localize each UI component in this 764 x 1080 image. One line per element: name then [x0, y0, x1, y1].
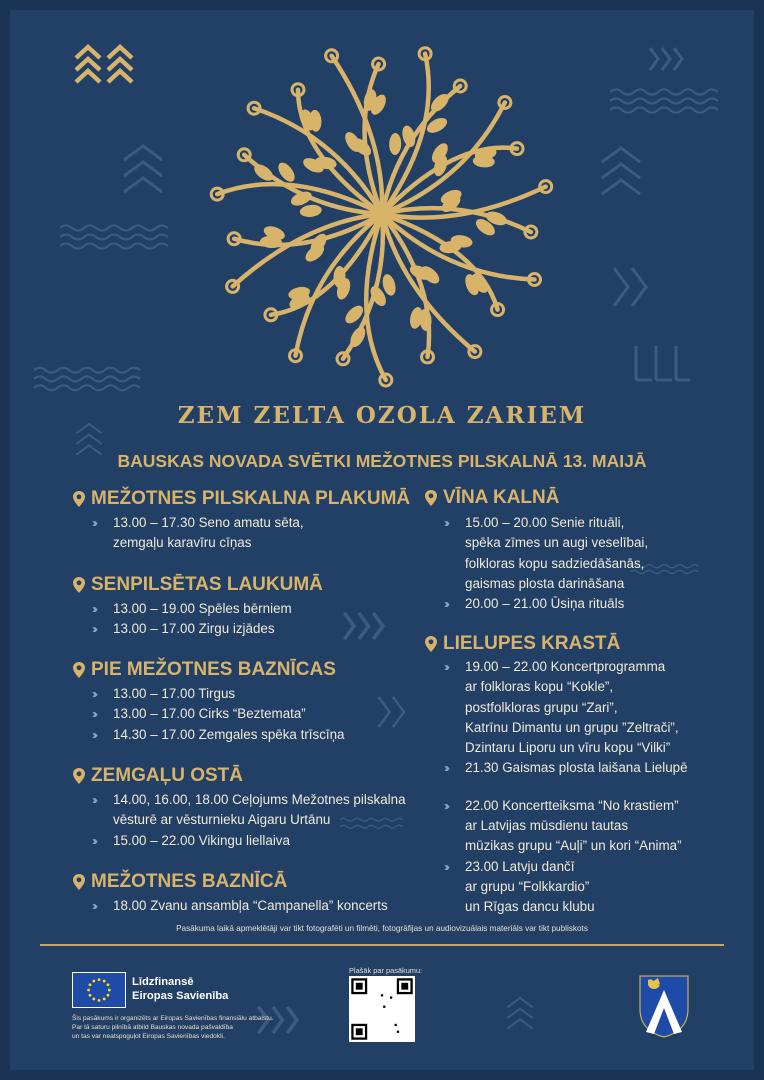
eu-note-line: Par tā saturu pilnībā atbild Bauskas novada pašvaldība [72, 1024, 233, 1032]
section-baznica [72, 870, 388, 916]
event-text: ar Latvijas mūsdienu tautas [465, 818, 629, 834]
event-text: gaismas plosta darināšana [465, 575, 625, 591]
chevron-arrow-icon: ››› [92, 793, 95, 807]
eu-flag-icon [72, 972, 126, 1008]
event-line [444, 796, 688, 816]
footer-divider [40, 944, 724, 946]
eu-disclaimer [72, 1014, 274, 1042]
chevron-decoration-icon [372, 692, 412, 732]
event-line [92, 684, 345, 704]
location-pin-icon [72, 576, 86, 594]
stair-decoration-icon [632, 340, 692, 384]
eu-line1: Līdzfinansē [132, 976, 194, 988]
section-heading-text: SENPILSĒTAS LAUKUMĀ [91, 574, 323, 595]
event-line [465, 698, 688, 718]
event-line [113, 810, 406, 830]
chevron-decoration-icon [342, 606, 390, 646]
eu-cofunded-label [132, 975, 228, 1003]
up-chevron-decoration-icon [596, 142, 646, 202]
event-text: vēsturē ar vēsturnieku Aigaru Urtānu [113, 812, 331, 828]
event-text: ar grupu “Folkkardio” [465, 878, 590, 894]
event-line [444, 513, 648, 533]
chevron-arrow-icon: ››› [444, 660, 447, 674]
section-heading [72, 870, 388, 894]
main-title: ZEM ZELTA OZOLA ZARIEM [177, 402, 587, 429]
event-line [92, 790, 406, 810]
location-pin-icon [72, 767, 86, 785]
event-line [465, 816, 688, 836]
chevron-logo-icon [72, 42, 138, 88]
event-line [465, 877, 688, 897]
section-heading-text: PIE MEŽOTNES BAZNĪCAS [91, 659, 336, 680]
chevron-arrow-icon: ››› [444, 761, 447, 776]
event-text: 15.00 – 22.00 Vikingu liellaiva [113, 832, 290, 848]
chevron-arrow-icon: ››› [92, 707, 95, 722]
event-text: 18.00 Zvanu ansambļa “Campanella” koncerts [113, 898, 388, 913]
event-text: 21.30 Gaismas plosta laišana Lielupē [465, 760, 688, 776]
wave-decoration-icon [610, 86, 720, 116]
event-text: 22.00 Koncertteiksma “No krastiem” [465, 797, 679, 813]
location-pin-icon [424, 489, 438, 507]
wave-decoration-icon [34, 364, 142, 394]
event-line [92, 619, 323, 639]
section-heading [424, 632, 688, 656]
event-text: 13.00 – 17.30 Seno amatu sēta, [113, 515, 304, 530]
event-text: folkloras kopu sadziedāšanās, [465, 555, 645, 571]
event-text: 23.00 Latvju dančī [465, 858, 575, 874]
subtitle: BAUSKAS NOVADA SVĒTKI MEŽOTNES PILSKALNĀ 13. MAIJĀ [117, 451, 647, 471]
section-baznicas [72, 658, 345, 745]
event-text: 13.00 – 17.00 Zirgu izjādes [113, 621, 275, 637]
chevron-arrow-icon: ››› [92, 833, 95, 848]
up-chevron-decoration-icon [496, 994, 544, 1034]
event-line [92, 725, 345, 745]
section-heading [72, 658, 345, 682]
event-text: un Rīgas dancu klubu [465, 899, 595, 915]
section-plakuma [72, 487, 410, 554]
section-heading [72, 573, 323, 597]
event-text: zemgaļu karavīru cīņas [113, 535, 252, 551]
location-pin-icon [72, 490, 86, 508]
event-line [465, 897, 688, 917]
event-line [92, 599, 323, 619]
event-line [465, 836, 688, 856]
event-line [444, 857, 688, 877]
event-line [465, 533, 648, 553]
qr-label: Plašāk par pasākumu: [349, 966, 423, 975]
event-line [465, 677, 688, 697]
up-chevron-decoration-icon [118, 140, 168, 200]
wave-decoration-icon [60, 222, 170, 252]
location-pin-icon [72, 873, 86, 891]
event-text: 13.00 – 17.00 Tirgus [113, 686, 236, 701]
section-vina-kalna [424, 486, 648, 614]
chevron-arrow-icon: ››› [92, 516, 95, 530]
event-text: 14.30 – 17.00 Zemgales spēka trīscīņa [113, 726, 345, 742]
bauska-coat-of-arms-icon [638, 974, 690, 1038]
chevron-arrow-icon: ››› [444, 597, 447, 612]
section-heading-text: ZEMGAĻU OSTĀ [91, 765, 243, 786]
eu-note-line: un tas var neatspoguļot Eiropas Savienības viedokli. [72, 1033, 225, 1041]
chevron-arrow-icon: ››› [444, 859, 447, 874]
section-heading-text: LIELUPES KRASTĀ [443, 633, 621, 654]
chevron-decoration-icon [606, 262, 656, 312]
event-text: 13.00 – 17.00 Cirks “Beztemata” [113, 706, 306, 722]
section-laukuma [72, 573, 323, 640]
event-line [444, 758, 688, 778]
chevron-arrow-icon: ››› [444, 516, 447, 530]
event-text: spēka zīmes un augi veselībai, [465, 535, 649, 551]
event-text: postfolkloras grupu “Zari”, [465, 699, 618, 715]
event-text: 19.00 – 22.00 Koncertprogramma [465, 659, 666, 674]
photo-disclaimer: Pasākuma laikā apmeklētāji var tikt fotografēti un filmēti, fotogrāfijas un audiovizuālais materiāls var tikt publiskots [176, 924, 588, 933]
location-pin-icon [424, 635, 438, 653]
event-text: 14.00, 16.00, 18.00 Ceļojums Mežotnes pilskalna [113, 792, 406, 807]
event-line [92, 831, 406, 851]
event-line [465, 574, 648, 594]
section-heading [72, 487, 410, 511]
event-line [465, 718, 688, 738]
eu-line2: Eiropas Savienība [132, 990, 229, 1002]
event-text: Katrīnu Dimantu un grupu ”Zeltrači”, [465, 719, 679, 735]
chevron-arrow-icon: ››› [92, 899, 95, 913]
eu-note-line: Šis pasākums ir organizēts ar Eiropas Savienības finansiālu atbalstu. [72, 1015, 274, 1022]
qr-code[interactable] [349, 976, 415, 1042]
location-pin-icon [72, 661, 86, 679]
event-text: ar folkloras kopu “Kokle”, [465, 679, 614, 695]
chevron-decoration-icon [648, 44, 688, 74]
event-line [444, 594, 648, 614]
event-line [92, 513, 410, 533]
event-line [465, 738, 688, 758]
chevron-arrow-icon: ››› [92, 687, 95, 701]
event-line [113, 533, 410, 553]
chevron-arrow-icon: ››› [92, 727, 95, 742]
event-line [92, 704, 345, 724]
event-line [444, 657, 688, 677]
section-heading-text: MEŽOTNES BAZNĪCĀ [91, 871, 288, 892]
section-lielupes-krasta [424, 632, 688, 918]
event-text: 15.00 – 20.00 Senie rituāli, [465, 515, 625, 530]
chevron-arrow-icon: ››› [92, 622, 95, 637]
chevron-arrow-icon: ››› [92, 602, 95, 616]
event-text: Dzintaru Liporu un vīru kopu “Vilki” [465, 740, 671, 756]
golden-oak-emblem-icon [200, 30, 564, 398]
section-osta [72, 764, 406, 851]
section-heading [72, 764, 406, 788]
event-text: mūzikas grupu “Auļi” un kori “Anima” [465, 838, 682, 854]
event-line [465, 554, 648, 574]
event-text: 13.00 – 19.00 Spēles bērniem [113, 601, 292, 616]
event-text: 20.00 – 21.00 Ūsiņa rituāls [465, 596, 625, 612]
section-heading [424, 486, 648, 510]
section-heading-text: MEŽOTNES PILSKALNA PLAKUMĀ [91, 488, 411, 509]
section-heading-text: VĪNA KALNĀ [443, 487, 560, 508]
chevron-arrow-icon: ››› [444, 798, 447, 813]
event-line [92, 896, 388, 916]
